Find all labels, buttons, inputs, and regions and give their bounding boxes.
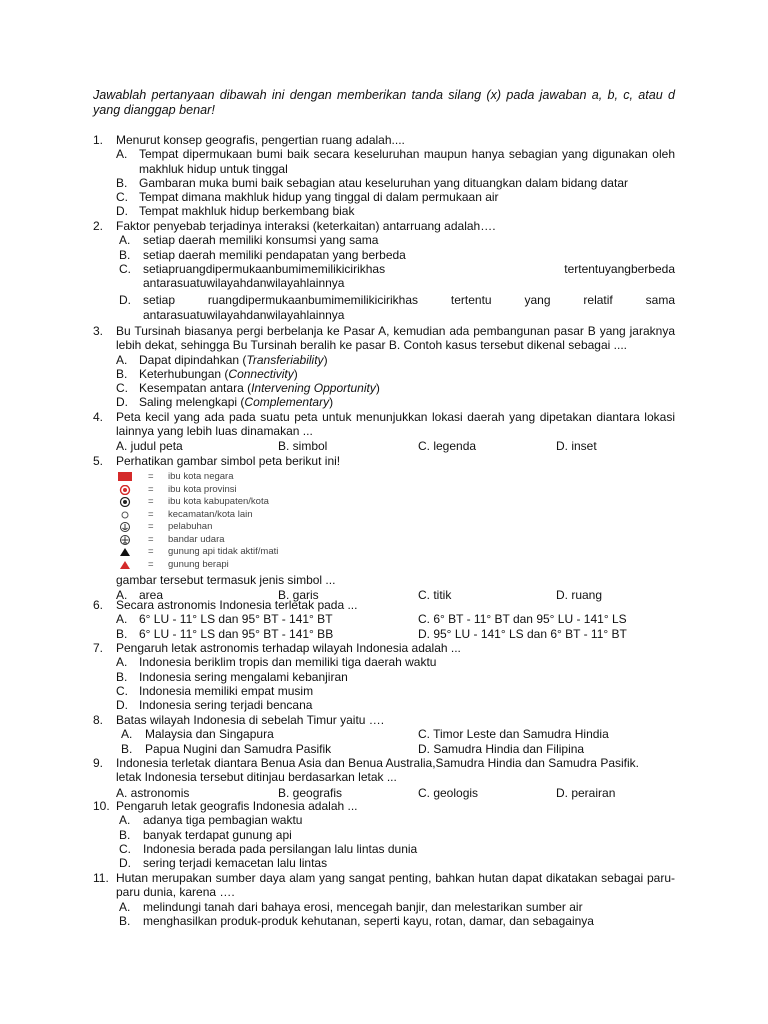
question-number: 11.	[93, 871, 109, 885]
option-b[interactable]: B. banyak terdapat gunung api	[119, 827, 292, 842]
black-triangle-icon	[118, 547, 132, 557]
question-text: Peta kecil yang ada pada suatu peta untuk menunjukkan lokasi daerah yang dipetakan diantara lokasi lainnya yang lebih luas dinamakan ...	[116, 410, 675, 439]
option-b-letter: B.	[116, 626, 128, 641]
legend-item: = gunung api tidak aktif/mati	[116, 546, 296, 558]
question-number: 7.	[93, 641, 104, 655]
option-a[interactable]: A. Dapat dipindahkan (Transferiability)	[116, 352, 328, 367]
option-b[interactable]: B. Keterhubungan (Connectivity)	[116, 366, 298, 381]
option-d[interactable]: D. Tempat makhluk hidup berkembang biak	[116, 204, 355, 219]
option-a[interactable]: Malaysia dan Singapura	[145, 727, 274, 742]
question-4	[93, 410, 675, 453]
option-b-letter: B.	[121, 741, 133, 756]
option-c[interactable]: C. Timor Leste dan Samudra Hindia	[418, 727, 609, 742]
question-3	[93, 324, 675, 410]
question-text: Bu Tursinah biasanya pergi berbelanja ke Pasar A, kemudian ada pembangunan pasar B yang jaraknya lebih dekat, sehingga Bu Tursinah beralih ke pasar B. Contoh kasus tersebut dikenal sebagai ....	[116, 324, 675, 353]
question-text: Pengaruh letak geografis Indonesia adalah ...	[116, 799, 358, 813]
option-a[interactable]: A. adanya tiga pembagian waktu	[119, 813, 303, 828]
option-b[interactable]: B. Gambaran muka bumi baik sebagian atau keseluruhan yang dituangkan dalam bidang datar	[116, 175, 628, 190]
option-a-letter: A.	[121, 727, 133, 742]
question-number: 9.	[93, 756, 104, 770]
question-text: Secara astronomis Indonesia terletak pada ...	[116, 598, 358, 612]
option-c[interactable]: C. 6° BT - 11° BT dan 95° LU - 141° LS	[418, 612, 627, 627]
option-b[interactable]: B. Indonesia sering mengalami kebanjiran	[116, 669, 348, 684]
option-a[interactable]: area	[139, 587, 164, 602]
question-text-2: letak Indonesia tersebut ditinjau berdasarkan letak ...	[116, 770, 397, 785]
question-number: 10.	[93, 799, 110, 813]
red-square-icon	[118, 472, 132, 482]
option-c[interactable]: C. Indonesia berada pada persilangan lalu lintas dunia	[119, 841, 418, 856]
options-row	[93, 786, 675, 800]
legend-item: = ibu kota provinsi	[116, 484, 296, 496]
red-triangle-icon	[118, 560, 132, 570]
airplane-icon	[118, 535, 132, 545]
option-b[interactable]: B. garis	[278, 587, 319, 602]
question-number: 2.	[93, 219, 104, 233]
option-a[interactable]: 6° LU - 11° LS dan 95° BT - 141° BT	[139, 612, 333, 627]
legend-item: = pelabuhan	[116, 521, 296, 533]
option-d[interactable]: D. perairan	[556, 785, 616, 800]
option-a[interactable]: A. astronomis	[116, 785, 190, 800]
option-a-letter: A.	[116, 612, 128, 627]
option-d[interactable]: D. 95° LU - 141° LS dan 6° BT - 11° BT	[418, 626, 627, 641]
black-circle-dot-icon	[118, 497, 132, 507]
option-b[interactable]: B. setiap daerah memiliki pendapatan yang berbeda	[119, 247, 406, 262]
question-text: Hutan merupakan sumber daya alam yang sangat penting, bahkan hutan dapat dikatakan sebagai paru-paru dunia, karena ….	[116, 871, 675, 900]
option-a[interactable]: A. Indonesia beriklim tropis dan memiliki tiga daerah waktu	[116, 655, 437, 670]
option-c[interactable]: C. geologis	[418, 785, 479, 800]
option-d[interactable]: D. Saling melengkapi (Complementary)	[116, 395, 334, 410]
option-a-letter[interactable]: A.	[116, 587, 128, 602]
option-d[interactable]: D. inset	[556, 438, 597, 453]
question-10	[93, 799, 675, 870]
option-d[interactable]: D. Samudra Hindia dan Filipina	[418, 741, 585, 756]
instruction-text: Jawablah pertanyaan dibawah ini dengan memberikan tanda silang (x) pada jawaban a, b, c, atau d yang dianggap benar!	[93, 88, 675, 117]
option-d[interactable]: D. Indonesia sering terjadi bencana	[116, 698, 313, 713]
option-c[interactable]: C. setiapruangdipermukaanbumimemilikicirikhas tertentuyangberbeda antarasuatuwilayahdanwilayahlainnya	[119, 261, 675, 291]
question-text: Menurut konsep geografis, pengertian ruang adalah....	[116, 133, 405, 147]
question-number: 8.	[93, 713, 104, 727]
question-number: 6.	[93, 598, 104, 612]
option-c[interactable]: C. titik	[418, 587, 452, 602]
option-c[interactable]: C. legenda	[418, 438, 477, 453]
option-d[interactable]: D. ruang	[556, 587, 603, 602]
question-followup: gambar tersebut termasuk jenis simbol ...	[116, 573, 336, 588]
question-1	[93, 133, 675, 219]
question-11	[93, 871, 675, 928]
option-c[interactable]: C. Tempat dimana makhluk hidup yang tinggal di dalam permukaan air	[116, 190, 499, 205]
option-c[interactable]: C. Indonesia memiliki empat musim	[116, 683, 314, 698]
options-row	[93, 439, 675, 453]
question-number: 5.	[93, 454, 104, 468]
legend-item: = ibu kota kabupaten/kota	[116, 496, 296, 508]
question-8	[93, 713, 675, 756]
question-number: 1.	[93, 133, 104, 147]
option-a[interactable]: A. melindungi tanah dari bahaya erosi, mencegah banjir, dan melestarikan sumber air	[119, 899, 583, 914]
legend-item: = kecamatan/kota lain	[116, 509, 296, 521]
red-circle-dot-icon	[118, 485, 132, 495]
legend-item: = ibu kota negara	[116, 471, 296, 483]
legend-item: = bandar udara	[116, 534, 296, 546]
anchor-icon	[118, 522, 132, 532]
legend-item: = gunung berapi	[116, 559, 296, 571]
question-5	[93, 454, 675, 602]
question-text: Pengaruh letak astronomis terhadap wilayah Indonesia adalah ...	[116, 641, 461, 655]
option-b[interactable]: B. menghasilkan produk-produk kehutanan, seperti kayu, rotan, damar, dan sebagainya	[119, 913, 594, 928]
option-a[interactable]: A. setiap daerah memiliki konsumsi yang sama	[119, 233, 379, 248]
option-b[interactable]: B. geografis	[278, 785, 343, 800]
question-9	[93, 756, 675, 800]
option-b[interactable]: 6° LU - 11° LS dan 95° BT - 141° BB	[139, 626, 334, 641]
option-b[interactable]: Papua Nugini dan Samudra Pasifik	[145, 741, 332, 756]
question-2	[93, 219, 675, 322]
option-d[interactable]: D. setiap ruangdipermukaanbumimemilikicirikhas tertentu yang relatif sama antarasuatuwilayahdanwilayahlainnya	[119, 293, 675, 322]
option-a[interactable]: A. judul peta	[116, 438, 183, 453]
option-b[interactable]: B. simbol	[278, 438, 328, 453]
question-text: Batas wilayah Indonesia di sebelah Timur yaitu ….	[116, 713, 385, 727]
map-symbol-legend	[116, 471, 675, 571]
question-7	[93, 641, 675, 712]
question-number: 3.	[93, 324, 104, 338]
question-6	[93, 598, 675, 641]
option-c[interactable]: C. Kesempatan antara (Intervening Opportunity)	[116, 381, 380, 396]
option-d[interactable]: D. sering terjadi kemacetan lalu lintas	[119, 856, 328, 871]
question-number: 4.	[93, 410, 104, 424]
question-text: Faktor penyebab terjadinya interaksi (keterkaitan) antarruang adalah….	[116, 219, 496, 233]
option-a[interactable]: A. Tempat dipermukaan bumi baik secara keseluruhan maupun hanya sebagian yang digunakan oleh makhluk hidup untuk tinggal	[116, 147, 675, 176]
question-text: Perhatikan gambar simbol peta berikut ini!	[116, 454, 341, 468]
hollow-circle-icon	[118, 510, 132, 520]
question-text: Indonesia terletak diantara Benua Asia dan Benua Australia,Samudra Hindia dan Samudra Pasifik.	[116, 756, 639, 770]
